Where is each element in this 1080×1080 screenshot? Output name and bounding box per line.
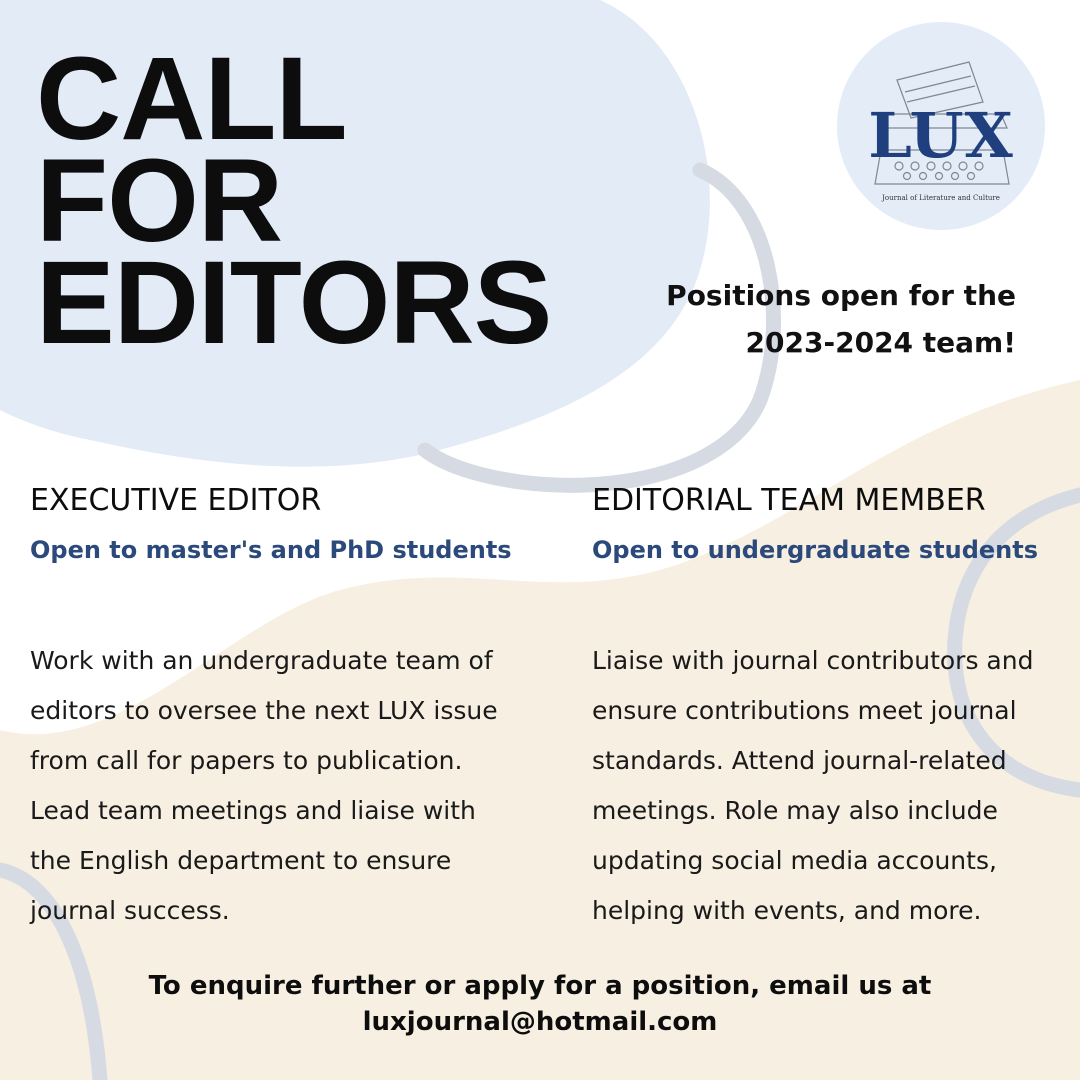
role-eligibility: Open to undergraduate students — [592, 536, 1039, 564]
headline — [36, 33, 552, 369]
description-line: helping with events, and more. — [592, 896, 982, 925]
description-line: the English department to ensure — [30, 846, 452, 875]
logo-wordmark: LUX — [868, 99, 1014, 172]
description-line: from call for papers to publication. — [30, 746, 463, 775]
role-eligibility: Open to master's and PhD students — [30, 536, 512, 564]
role-title: EXECUTIVE EDITOR — [30, 483, 322, 518]
positions-line-2: 2023-2024 team! — [745, 326, 1016, 359]
positions-line-1: Positions open for the — [666, 279, 1016, 312]
description-line: updating social media accounts, — [592, 846, 997, 875]
description-line: Lead team meetings and liaise with — [30, 796, 476, 825]
lux-logo — [837, 22, 1045, 230]
headline-line-2: FOR — [36, 135, 283, 267]
contact-text: To enquire further or apply for a position, email us at — [148, 971, 932, 1001]
role-title: EDITORIAL TEAM MEMBER — [592, 483, 986, 518]
description-line: editors to oversee the next LUX issue — [30, 696, 498, 725]
description-line: Liaise with journal contributors and — [592, 646, 1034, 675]
role-description — [592, 636, 1072, 936]
contact-callout — [0, 968, 1080, 1040]
description-line: Work with an undergraduate team of — [30, 646, 493, 675]
description-line: meetings. Role may also include — [592, 796, 998, 825]
description-line: journal success. — [30, 896, 230, 925]
logo-subtitle: Journal of Literature and Culture — [882, 194, 1000, 202]
description-line: standards. Attend journal-related — [592, 746, 1007, 775]
role-editorial-team-member — [592, 480, 1072, 936]
role-description — [30, 636, 510, 936]
headline-line-1: CALL — [36, 33, 347, 165]
contact-email: luxjournal@hotmail.com — [362, 1007, 718, 1037]
role-executive-editor — [30, 480, 510, 936]
positions-note — [596, 272, 1016, 366]
description-line: ensure contributions meet journal — [592, 696, 1017, 725]
headline-line-3: EDITORS — [36, 237, 552, 369]
